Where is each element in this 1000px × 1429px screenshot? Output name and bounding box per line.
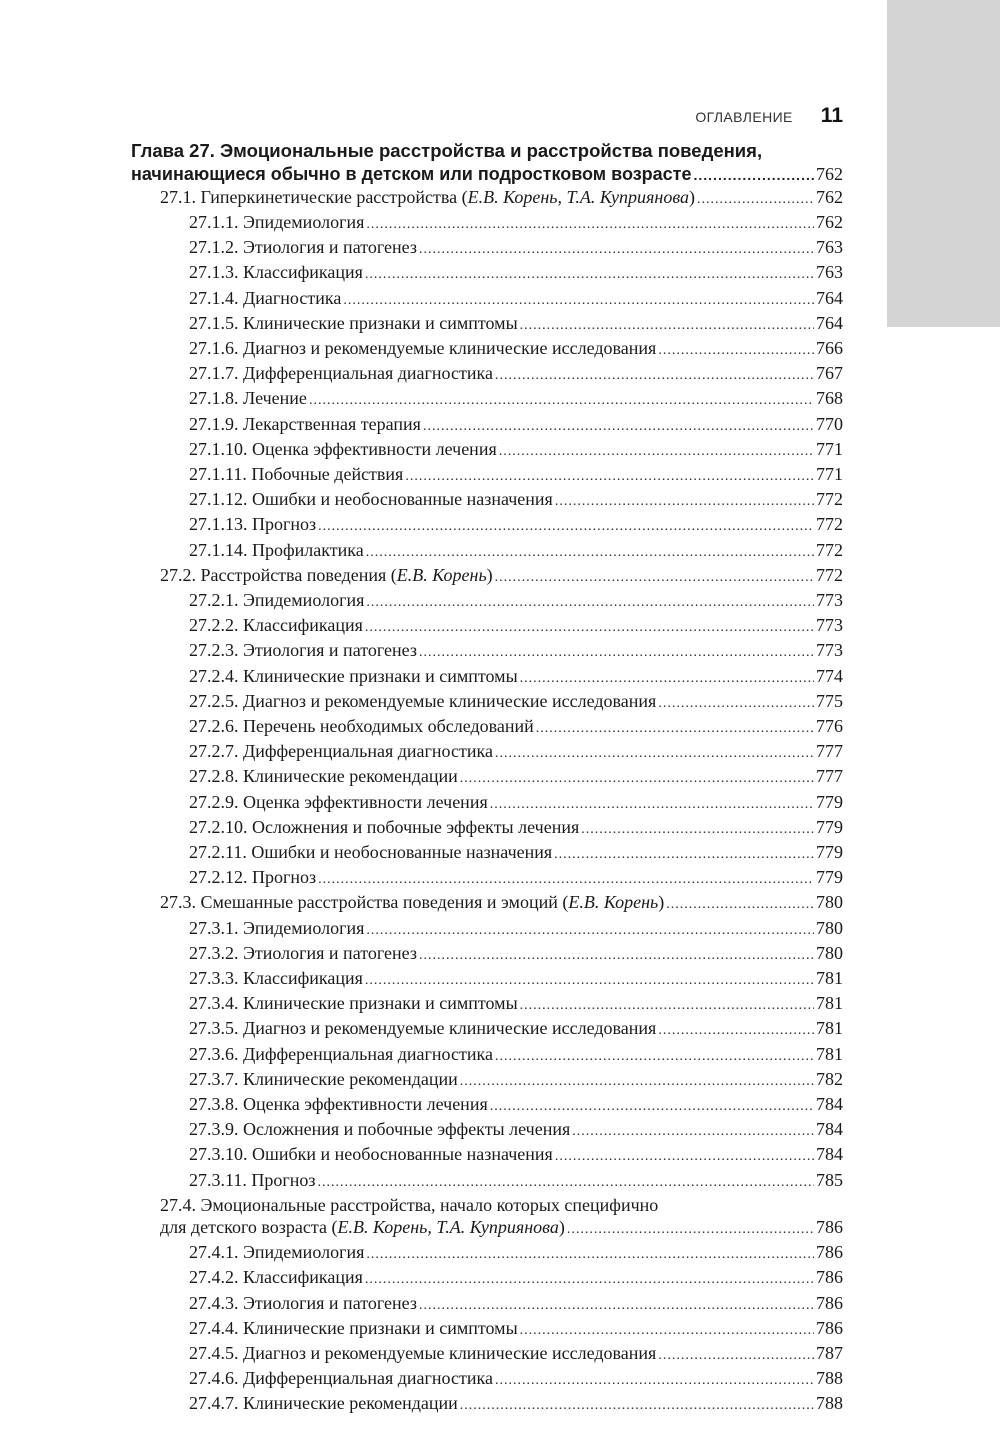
dot-leader [520, 1320, 814, 1342]
toc-item-label [189, 740, 493, 762]
section-27-1-label: 27.1. Гиперкинетические расстройства (Е.В. Корень, Т.А. Куприянова) [160, 186, 696, 207]
toc-item-page: 786 [816, 1317, 843, 1338]
chapter-entry[interactable] [131, 140, 843, 186]
section-number: 27.1. [160, 186, 196, 207]
dot-leader [555, 491, 814, 513]
toc-item-label [189, 942, 417, 964]
toc-item-label [189, 866, 316, 888]
toc-item-text: 27.2.11. Ошибки и необоснованные назначения [189, 841, 553, 862]
toc-item-page: 787 [816, 1343, 843, 1364]
section-title: Смешанные расстройства поведения и эмоций [200, 892, 558, 913]
toc-item-label [189, 387, 307, 409]
dot-leader [490, 1096, 814, 1118]
toc-item-text: 27.3.11. Прогноз [189, 1169, 316, 1190]
dot-leader [495, 1370, 814, 1392]
dot-leader [419, 642, 814, 664]
section-27-3-label: 27.3. Смешанные расстройства поведения и эмоций (Е.В. Корень) [160, 892, 665, 913]
toc-item-text: 27.4.5. Диагноз и рекомендуемые клинические исследования [189, 1343, 657, 1364]
toc-item-text: 27.3.2. Этиология и патогенез [189, 942, 417, 963]
section-number: 27.3. [160, 892, 196, 913]
toc-item[interactable] [131, 438, 843, 463]
toc-item-text: 27.1.2. Этиология и патогенез [189, 237, 417, 258]
toc-item-text: 27.4.2. Классификация [189, 1267, 363, 1288]
toc-item-page: 772 [816, 489, 843, 510]
section-27-1-page: 762 [816, 186, 843, 207]
dot-leader [419, 1295, 814, 1317]
dot-leader [460, 1071, 814, 1093]
toc-item-text: 27.4.1. Эпидемиология [189, 1242, 365, 1263]
toc-item-page: 763 [816, 237, 843, 258]
toc-item-label [189, 539, 364, 561]
dot-leader [405, 466, 814, 488]
toc-item-text: 27.1.11. Побочные действия [189, 463, 404, 484]
toc-item[interactable] [131, 312, 843, 337]
toc-item-label [189, 438, 497, 460]
toc-item-label [189, 967, 363, 989]
dot-leader [366, 542, 814, 564]
toc-item-label [189, 1118, 570, 1140]
toc-item-text: 27.3.1. Эпидемиология [189, 917, 365, 938]
toc-item-text: 27.1.8. Лечение [189, 388, 307, 409]
section-authors: Е.В. Корень, Т.А. Куприянова [467, 186, 690, 207]
section-27-3[interactable] [131, 891, 843, 916]
toc-item[interactable] [131, 463, 843, 488]
toc-item-label [189, 312, 518, 334]
toc-item-page: 786 [816, 1267, 843, 1288]
toc-item-page: 764 [816, 287, 843, 308]
toc-item-label [189, 665, 518, 687]
toc-item-label [189, 1241, 364, 1263]
dot-leader [419, 239, 814, 261]
toc-item[interactable] [131, 513, 843, 538]
dot-leader [666, 894, 814, 916]
dot-leader [520, 995, 814, 1017]
toc-item[interactable] [131, 1367, 843, 1392]
toc-item[interactable] [131, 1017, 843, 1042]
toc-item-text: 27.2.9. Оценка эффективности лечения [189, 791, 488, 812]
toc-item-page: 782 [816, 1068, 843, 1089]
toc-item[interactable] [131, 942, 843, 967]
dot-leader [309, 390, 814, 412]
toc-item[interactable] [131, 337, 843, 362]
toc-item[interactable] [131, 387, 843, 412]
toc-item-page: 784 [816, 1144, 843, 1165]
toc-item-page: 773 [816, 640, 843, 661]
section-27-2-label: 27.2. Расстройства поведения (Е.В. Корень) [160, 564, 493, 585]
toc-item-label [189, 236, 417, 258]
toc-item[interactable] [131, 740, 843, 765]
toc-item-page: 771 [816, 463, 843, 484]
toc-item[interactable] [131, 413, 843, 438]
toc-item-page: 785 [816, 1169, 843, 1190]
toc-item-text: 27.2.4. Клинические признаки и симптомы [189, 665, 518, 686]
toc-item-label [189, 513, 316, 535]
toc-item-label [189, 1292, 417, 1314]
toc-item-page: 781 [816, 1018, 843, 1039]
toc-item-text: 27.1.1. Эпидемиология [189, 211, 365, 232]
toc-item-text: 27.2.7. Дифференциальная диагностика [189, 741, 493, 762]
dot-leader [572, 1121, 814, 1143]
dot-leader [317, 1172, 814, 1194]
toc-item[interactable] [131, 1143, 843, 1168]
table-of-contents [131, 140, 843, 1418]
toc-item-label [189, 1068, 458, 1090]
dot-leader [536, 718, 814, 740]
toc-item[interactable] [131, 1392, 843, 1417]
toc-item-text: 27.3.9. Осложнения и побочные эффекты лечения [189, 1119, 571, 1140]
toc-item-text: 27.1.4. Диагностика [189, 287, 342, 308]
section-27-4[interactable] [131, 1216, 843, 1241]
toc-item-label [189, 261, 363, 283]
section-authors: Е.В. Корень [396, 564, 487, 585]
section-number: 27.4. [160, 1194, 196, 1215]
toc-item-page: 767 [816, 363, 843, 384]
dot-leader [423, 416, 814, 438]
toc-item-page: 786 [816, 1292, 843, 1313]
toc-item-label [189, 337, 656, 359]
toc-item-label [189, 1169, 315, 1191]
section-27-4-title-line1 [131, 1194, 843, 1216]
section-27-2[interactable] [131, 564, 843, 589]
toc-item-label [189, 463, 403, 485]
toc-item[interactable] [131, 1292, 843, 1317]
dot-leader [697, 189, 814, 211]
page-edge-tab [887, 0, 1000, 327]
toc-item-page: 784 [816, 1094, 843, 1115]
toc-item-label [189, 211, 364, 233]
toc-item-text: 27.4.3. Этиология и патогенез [189, 1292, 417, 1313]
dot-leader [366, 592, 814, 614]
sections-list [131, 186, 843, 1418]
toc-item-page: 781 [816, 993, 843, 1014]
toc-item-page: 784 [816, 1119, 843, 1140]
toc-item-text: 27.1.5. Клинические признаки и симптомы [189, 312, 518, 333]
dot-leader [460, 768, 814, 790]
toc-item-label [189, 690, 656, 712]
chapter-title-line2: начинающиеся обычно в детском или подростковом возрасте [131, 163, 692, 184]
toc-item[interactable] [131, 488, 843, 513]
dot-leader [555, 1146, 814, 1168]
dot-leader [343, 290, 814, 312]
toc-item-label [189, 614, 363, 636]
dot-leader [366, 920, 814, 942]
toc-item-text: 27.3.3. Классификация [189, 968, 363, 988]
toc-item[interactable] [131, 967, 843, 992]
toc-item[interactable] [131, 765, 843, 790]
toc-item-page: 764 [816, 312, 843, 333]
toc-item-text: 27.1.6. Диагноз и рекомендуемые клинические исследования [189, 337, 657, 358]
toc-item-page: 786 [816, 1242, 843, 1263]
toc-item-page: 779 [816, 816, 843, 837]
toc-item-label [189, 1317, 518, 1339]
toc-item-page: 766 [816, 337, 843, 358]
section-title: Гиперкинетические расстройства [200, 186, 458, 207]
dot-leader [658, 1020, 814, 1042]
toc-item[interactable] [131, 715, 843, 740]
toc-item-page: 774 [816, 665, 843, 686]
toc-item[interactable] [131, 1342, 843, 1367]
toc-item[interactable] [131, 841, 843, 866]
toc-item-text: 27.1.3. Классификация [189, 262, 363, 283]
toc-item[interactable] [131, 866, 843, 891]
section-title-line1: Эмоциональные расстройства, начало которых специфично [200, 1194, 659, 1215]
toc-item-page: 762 [816, 211, 843, 232]
toc-item-text: 27.1.10. Оценка эффективности лечения [189, 438, 497, 459]
toc-item-text: 27.1.14. Профилактика [189, 539, 364, 560]
section-27-4-page: 786 [816, 1217, 843, 1238]
toc-item[interactable] [131, 639, 843, 664]
toc-item-text: 27.4.7. Клинические рекомендации [189, 1393, 458, 1414]
toc-item-page: 771 [816, 438, 843, 459]
toc-item[interactable] [131, 261, 843, 286]
dot-leader [318, 869, 814, 891]
toc-item[interactable] [131, 791, 843, 816]
toc-item-label [189, 791, 488, 813]
toc-item-label [189, 1392, 458, 1414]
toc-item-text: 27.2.3. Этиология и патогенез [189, 640, 417, 661]
toc-item-text: 27.4.6. Дифференциальная диагностика [189, 1368, 493, 1389]
dot-leader [365, 1269, 814, 1291]
dot-leader [658, 693, 814, 715]
toc-item-page: 777 [816, 766, 843, 787]
toc-item-label [189, 639, 417, 661]
dot-leader [554, 844, 814, 866]
toc-item-page: 770 [816, 413, 843, 434]
toc-item[interactable] [131, 1093, 843, 1118]
toc-item-label [189, 816, 579, 838]
toc-item-label [189, 765, 458, 787]
dot-leader [460, 1395, 814, 1417]
toc-item-page: 768 [816, 388, 843, 409]
toc-item-label [189, 992, 518, 1014]
toc-item-page: 772 [816, 514, 843, 535]
toc-item[interactable] [131, 589, 843, 614]
toc-item-text: 27.2.2. Классификация [189, 615, 363, 636]
toc-item[interactable] [131, 1068, 843, 1093]
dot-leader [499, 441, 814, 463]
toc-item-page: 788 [816, 1368, 843, 1389]
toc-item-page: 781 [816, 1043, 843, 1064]
toc-item-page: 788 [816, 1393, 843, 1414]
dot-leader [318, 516, 814, 538]
section-27-3-page: 780 [816, 892, 843, 913]
toc-item-page: 772 [816, 539, 843, 560]
dot-leader [567, 1219, 814, 1241]
page-number: 11 [820, 104, 843, 127]
toc-item-text: 27.2.8. Клинические рекомендации [189, 766, 458, 787]
toc-item-text: 27.3.7. Клинические рекомендации [189, 1068, 458, 1089]
dot-leader [520, 668, 814, 690]
toc-item-page: 779 [816, 791, 843, 812]
toc-item[interactable] [131, 1043, 843, 1068]
section-authors: Е.В. Корень [568, 892, 659, 913]
toc-item[interactable] [131, 287, 843, 312]
toc-item-text: 27.1.7. Дифференциальная диагностика [189, 363, 493, 384]
dot-leader [366, 1244, 814, 1266]
toc-item-label [189, 413, 421, 435]
toc-item[interactable] [131, 816, 843, 841]
toc-item[interactable] [131, 236, 843, 261]
toc-item-label [189, 488, 553, 510]
toc-item-text: 27.2.10. Осложнения и побочные эффекты лечения [189, 816, 580, 837]
chapter-page: 762 [816, 163, 843, 184]
toc-item[interactable] [131, 917, 843, 942]
toc-item-text: 27.3.4. Клинические признаки и симптомы [189, 993, 518, 1014]
toc-item[interactable] [131, 665, 843, 690]
dot-leader [658, 1345, 814, 1367]
toc-item[interactable] [131, 362, 843, 387]
toc-item-label [189, 1143, 553, 1165]
dot-leader [495, 1046, 814, 1068]
toc-item-page: 777 [816, 741, 843, 762]
toc-item-page: 779 [816, 867, 843, 888]
dot-leader [694, 164, 815, 186]
dot-leader [419, 945, 814, 967]
dot-leader [495, 743, 814, 765]
toc-item-text: 27.3.8. Оценка эффективности лечения [189, 1094, 488, 1115]
toc-item-page: 781 [816, 968, 843, 988]
toc-item[interactable] [131, 614, 843, 639]
toc-item-page: 763 [816, 262, 843, 283]
toc-item[interactable] [131, 690, 843, 715]
toc-item-label [189, 589, 364, 611]
toc-item[interactable] [131, 539, 843, 564]
toc-item-label [189, 1367, 493, 1389]
toc-item-text: 27.3.10. Ошибки и необоснованные назначения [189, 1144, 553, 1165]
dot-leader [495, 365, 814, 387]
dot-leader [365, 264, 814, 286]
toc-item-label [189, 287, 341, 309]
toc-item-text: 27.2.1. Эпидемиология [189, 589, 365, 610]
section-authors: Е.В. Корень, Т.А. Куприянова [337, 1217, 559, 1238]
toc-item-label [189, 1017, 656, 1039]
dot-leader [658, 340, 814, 362]
dot-leader [366, 214, 814, 236]
section-27-4-label: для детского возраста (Е.В. Корень, Т.А. Куприянова) [160, 1217, 565, 1238]
section-27-1[interactable] [131, 186, 843, 211]
dot-leader [365, 617, 814, 639]
toc-item-page: 780 [816, 917, 843, 938]
toc-item[interactable] [131, 211, 843, 236]
toc-item-page: 773 [816, 589, 843, 610]
toc-item-page: 773 [816, 615, 843, 636]
toc-item[interactable] [131, 1317, 843, 1342]
toc-item[interactable] [131, 1266, 843, 1291]
dot-leader [581, 819, 814, 841]
chapter-title-line1: Глава 27. Эмоциональные расстройства и расстройства поведения, [131, 140, 763, 161]
dot-leader [520, 315, 814, 337]
toc-item[interactable] [131, 992, 843, 1017]
toc-item-label [189, 715, 534, 737]
dot-leader [495, 567, 814, 589]
running-header-title: ОГЛАВЛЕНИЕ [695, 109, 793, 125]
toc-item-label [189, 1043, 493, 1065]
section-27-2-page: 772 [816, 564, 843, 585]
toc-item-text: 27.3.6. Дифференциальная диагностика [189, 1043, 493, 1064]
toc-item-text: 27.2.12. Прогноз [189, 867, 317, 888]
toc-item-label [189, 1093, 488, 1115]
toc-item-text: 27.3.5. Диагноз и рекомендуемые клинические исследования [189, 1018, 657, 1039]
toc-item-text: 27.1.9. Лекарственная терапия [189, 413, 421, 434]
toc-item-text: 27.4.4. Клинические признаки и симптомы [189, 1317, 518, 1338]
dot-leader [490, 794, 814, 816]
toc-item-label [189, 1266, 363, 1288]
running-header [600, 104, 843, 128]
dot-leader [365, 970, 814, 992]
toc-item-text: 27.1.13. Прогноз [189, 514, 317, 535]
toc-item-page: 780 [816, 942, 843, 963]
toc-item-label [189, 362, 493, 384]
toc-item-label [189, 841, 552, 863]
section-title: Расстройства поведения [200, 564, 387, 585]
toc-item-label [189, 917, 364, 939]
toc-item[interactable] [131, 1241, 843, 1266]
toc-item-page: 776 [816, 715, 843, 736]
toc-item-page: 775 [816, 690, 843, 711]
toc-item-text: 27.1.12. Ошибки и необоснованные назначения [189, 489, 553, 510]
section-title-line2: для детского возраста [160, 1217, 327, 1238]
toc-item[interactable] [131, 1118, 843, 1143]
toc-item-text: 27.2.6. Перечень необходимых обследований [189, 715, 534, 736]
toc-item-page: 779 [816, 841, 843, 862]
toc-item-text: 27.2.5. Диагноз и рекомендуемые клинические исследования [189, 690, 657, 711]
toc-item-label [189, 1342, 656, 1364]
section-number: 27.2. [160, 564, 196, 585]
toc-item[interactable] [131, 1169, 843, 1194]
